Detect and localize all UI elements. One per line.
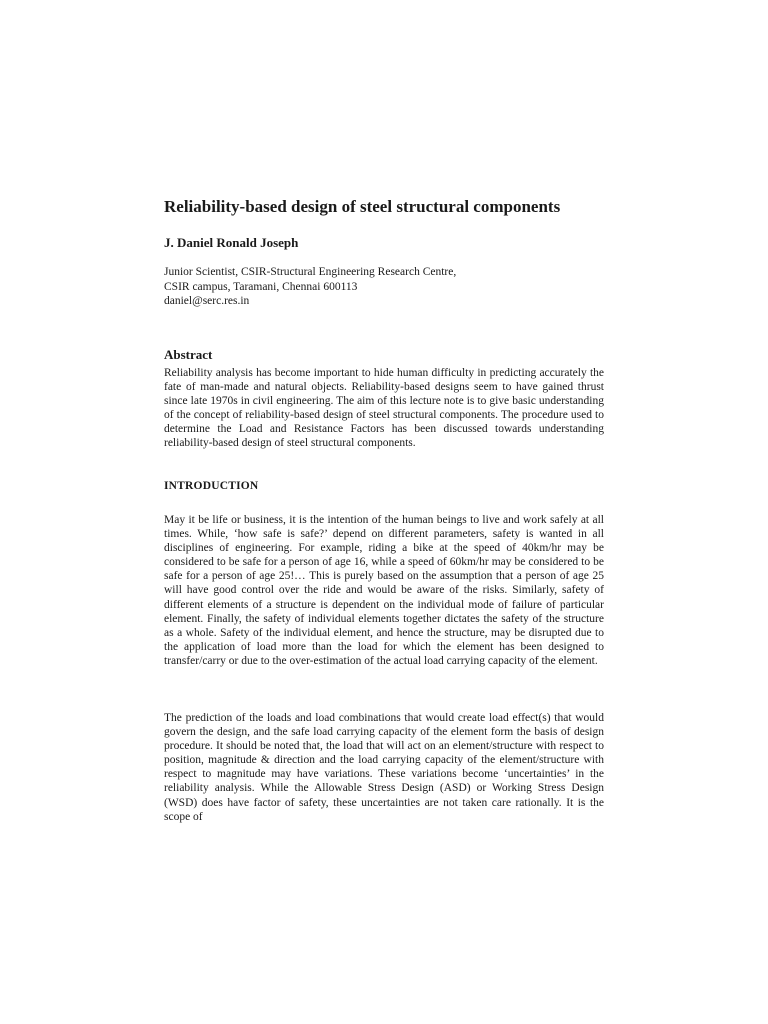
- introduction-paragraph: The prediction of the loads and load combinations that would create load effect(s) that would govern the design, and the safe load carrying capacity of the element form the basis of design procedure. It should be noted that, the load that will act on an element/structure with respect to position, magnitude & direction and the load carrying capacity of the element/structure with respect to magnitude may have variations. These variations become ‘uncertainties’ in the reliability analysis. While the Allowable Stress Design (ASD) or Working Stress Design (WSD) does have factor of safety, these uncertainties are not taken care rationally. It is the scope of: [164, 712, 604, 823]
- abstract-heading: Abstract: [164, 347, 213, 362]
- abstract-text: Reliability analysis has become important to hide human difficulty in predicting accurately the fate of man-made and natural objects. Reliability-based designs seem to have gained thrust since late 1970s in civil engineering. The aim of this lecture note is to give basic understanding of the concept of reliability-based design of steel structural components. The procedure used to determine the Load and Resistance Factors has been discussed towards understanding reliability-based design of steel structural components.: [164, 367, 604, 450]
- author-affiliation: [164, 265, 456, 309]
- introduction-paragraph: May it be life or business, it is the intention of the human beings to live and work safely at all times. While, ‘how safe is safe?’ depend on different parameters, safety is wanted in all disciplines of engineering. For example, riding a bike at the speed of 40km/hr may be considered to be safe for a person of age 16, while a speed of 60km/hr may be considered to be safe for a person of age 25!… This is purely based on the assumption that a person of age 25 will have good control over the ride and would be aware of the risks. Similarly, safety of different elements of a structure is dependent on the individual mode of failure of particular element. Finally, the safety of individual elements together dictates the safety of the structure as a whole. Safety of the individual element, and hence the structure, may be disrupted due to the application of load more than the load for which the element has been designed to transfer/carry or due to the over-estimation of the actual load carrying capacity of the element.: [164, 514, 604, 667]
- affiliation-line: Junior Scientist, CSIR-Structural Engineering Research Centre,: [164, 266, 457, 278]
- author-email: daniel@serc.res.in: [164, 295, 250, 307]
- paper-title: Reliability-based design of steel structural components: [164, 197, 561, 216]
- affiliation-line: CSIR campus, Taramani, Chennai 600113: [164, 280, 358, 293]
- author-name: J. Daniel Ronald Joseph: [164, 235, 299, 250]
- introduction-heading: INTRODUCTION: [164, 480, 259, 492]
